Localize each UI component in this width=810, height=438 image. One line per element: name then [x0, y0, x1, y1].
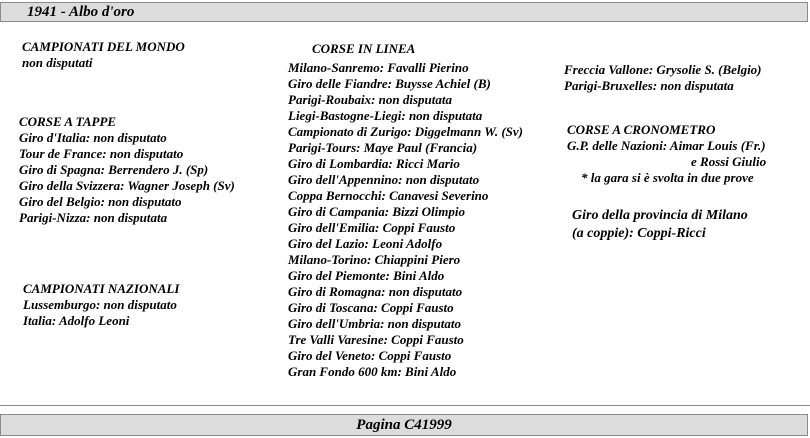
mondo-heading: CAMPIONATI DEL MONDO	[22, 39, 185, 54]
page-title: 1941 - Albo d'oro	[27, 4, 135, 20]
mondo-section	[22, 39, 185, 71]
cronometro-heading: CORSE A CRONOMETRO	[567, 122, 716, 137]
nazionali-heading: CAMPIONATI NAZIONALI	[23, 281, 180, 296]
linea-line: Parigi-Roubaix: non disputata	[288, 92, 452, 107]
tappe-line: Giro della Svizzera: Wagner Joseph (Sv)	[19, 178, 235, 193]
linea-line: Tre Valli Varesine: Coppi Fausto	[288, 332, 464, 347]
tappe-section	[19, 114, 235, 226]
tappe-line: Tour de France: non disputato	[19, 146, 184, 161]
tappe-line: Giro d'Italia: non disputato	[19, 130, 167, 145]
linea-section	[288, 60, 523, 380]
linea-line: Giro di Toscana: Coppi Fausto	[288, 300, 454, 315]
header-bar	[0, 2, 808, 22]
tappe-line: Giro del Belgio: non disputato	[19, 194, 182, 209]
linea-line: Milano-Sanremo: Favalli Pierino	[288, 60, 469, 75]
linea-line: Giro dell'Emilia: Coppi Fausto	[288, 220, 456, 235]
linea-line: Giro del Lazio: Leoni Adolfo	[288, 236, 443, 251]
nazionali-section	[23, 281, 179, 329]
classiche-line: Freccia Vallone: Grysolie S. (Belgio)	[564, 62, 762, 77]
linea-line: Giro di Lombardia: Ricci Mario	[288, 156, 460, 171]
linea-line: Milano-Torino: Chiappini Piero	[288, 252, 461, 267]
linea-heading: CORSE IN LINEA	[312, 41, 416, 56]
linea-line: Parigi-Tours: Maye Paul (Francia)	[288, 140, 478, 155]
linea-line: Liegi-Bastogne-Liegi: non disputata	[288, 108, 483, 123]
linea-line: Giro dell'Appennino: non disputato	[288, 172, 480, 187]
linea-line: Giro del Veneto: Coppi Fausto	[288, 348, 452, 363]
mondo-line: non disputati	[22, 55, 93, 70]
tappe-heading: CORSE A TAPPE	[19, 114, 117, 129]
classiche-line: Parigi-Bruxelles: non disputata	[564, 78, 734, 93]
linea-line: Giro di Campania: Bizzi Olimpio	[288, 204, 465, 219]
linea-line: Giro del Piemonte: Bini Aldo	[288, 268, 445, 283]
classiche-section	[564, 62, 762, 94]
linea-heading-wrap	[312, 41, 415, 57]
tappe-line: Parigi-Nizza: non disputata	[19, 210, 168, 225]
tappe-line: Giro di Spagna: Berrendero J. (Sp)	[19, 162, 209, 177]
provincia-section	[572, 207, 748, 243]
provincia-line: (a coppie): Coppi-Ricci	[572, 226, 706, 241]
cronometro-line: e Rossi Giulio	[691, 154, 767, 169]
linea-line: Giro delle Fiandre: Buysse Achiel (B)	[288, 76, 491, 91]
cronometro-line: G.P. delle Nazioni: Aimar Louis (Fr.)	[567, 138, 766, 153]
cronometro-note: * la gara si è svolta in due prove	[581, 170, 754, 185]
footer-bar	[0, 414, 808, 436]
linea-line: Giro di Romagna: non disputato	[288, 284, 463, 299]
linea-line: Gran Fondo 600 km: Bini Aldo	[288, 364, 457, 379]
footer-divider	[0, 405, 810, 406]
nazionali-line: Lussemburgo: non disputato	[23, 297, 177, 312]
linea-line: Giro dell'Umbria: non disputato	[288, 316, 461, 331]
page-number: Pagina C41999	[356, 417, 452, 433]
linea-line: Campionato di Zurigo: Diggelmann W. (Sv)	[288, 124, 523, 139]
linea-line: Coppa Bernocchi: Canavesi Severino	[288, 188, 489, 203]
cronometro-section	[567, 122, 766, 186]
nazionali-line: Italia: Adolfo Leoni	[23, 313, 130, 328]
provincia-line: Giro della provincia di Milano	[572, 208, 748, 223]
